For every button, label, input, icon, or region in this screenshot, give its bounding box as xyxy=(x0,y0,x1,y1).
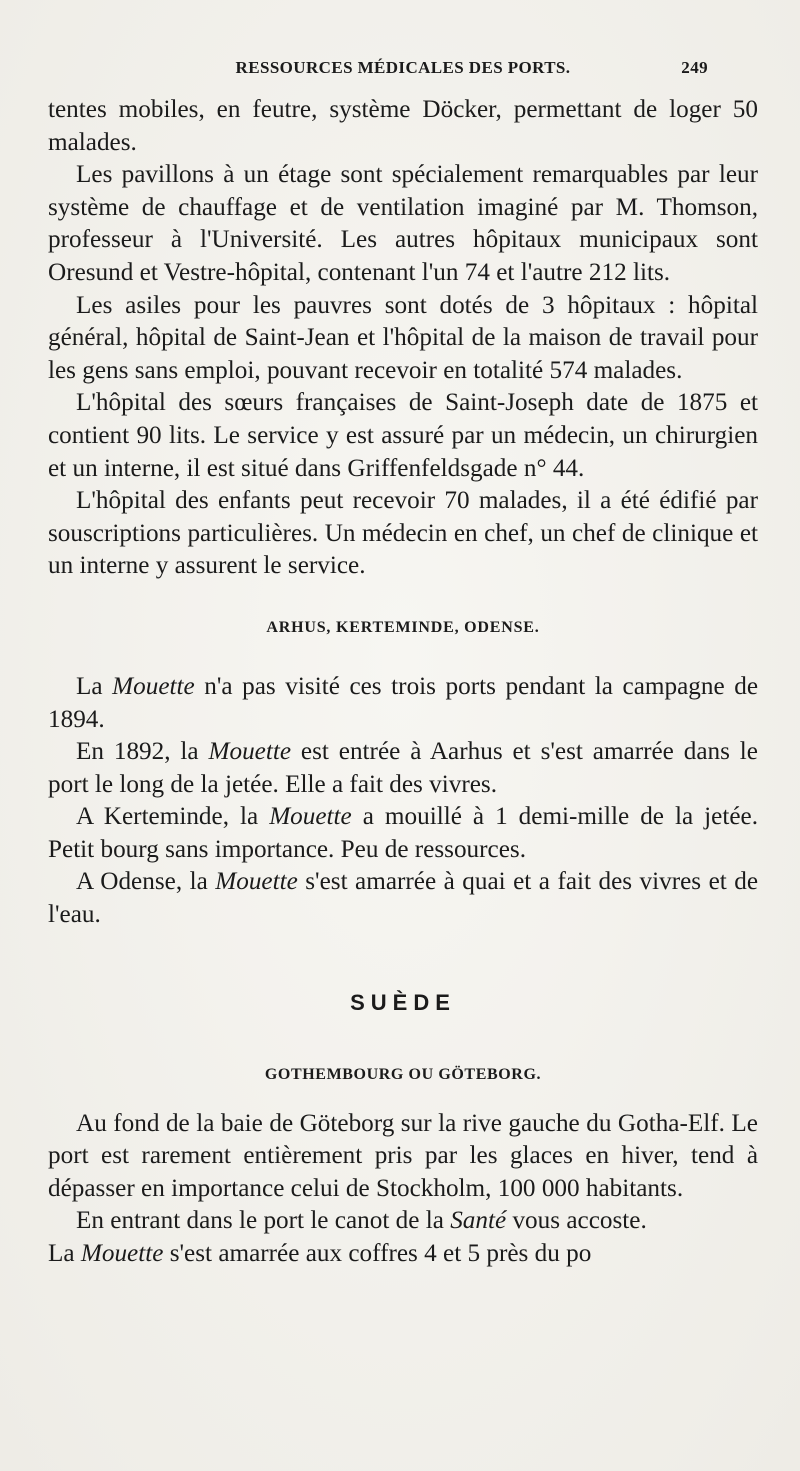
paragraph-tentes: tentes mobiles, en feutre, système Döcker, permettant de loger 50 malades. xyxy=(48,96,758,156)
paragraph-enfants: L'hôpital des enfants peut recevoir 70 malades, il a été édifié par souscriptions particulières. Un médecin en chef, un chef de clinique et un interne y assurent le service. xyxy=(48,487,758,580)
ship-name: Mouette xyxy=(112,672,195,700)
paragraph-goteborg: Au fond de la baie de Göteborg sur la rive gauche du Gotha-Elf. Le port est rarement entièrement pris par les glaces en hiver, tend à dépasser en importance celui de Stockholm, 100 000 habitants. xyxy=(48,1109,758,1202)
text-run: a mouillé à 1 demi-mille de la jetée. Petit bourg sans importance. Peu de ressources. xyxy=(48,803,759,863)
text-run: est entrée à Aarhus et s'est amarrée dans le port le long de la jetée. Elle a fait des vivres. xyxy=(48,738,758,798)
paragraph-kerteminde xyxy=(48,801,758,866)
ship-name: Mouette xyxy=(208,738,292,766)
running-title: RESSOURCES MÉDICALES DES PORTS. xyxy=(235,58,571,77)
paragraph-odense xyxy=(48,866,758,931)
text-run: vous accoste. xyxy=(506,1207,647,1235)
section-heading-gothembourg: GOTHEMBOURG OU GÖTEBORG. xyxy=(264,1065,542,1083)
paragraph-asiles: Les asiles pour les pauvres sont dotés de 3 hôpitaux : hôpital général, hôpital de Saint-Jean et l'hôpital de la maison de travail pour les gens sans emploi, pouvant recevoir en totalité 574 malades. xyxy=(48,291,758,384)
paragraph-aarhus xyxy=(48,736,758,801)
text-run: s'est amarrée à quai et a fait des vivres et de l'eau. xyxy=(48,868,758,929)
text-run: A Kerteminde, la xyxy=(76,803,270,831)
paragraph-campagne xyxy=(48,671,758,736)
paragraph-entrant xyxy=(48,1205,758,1238)
page-number: 249 xyxy=(681,58,708,77)
vessel-name: Santé xyxy=(450,1207,507,1235)
text-run: s'est amarrée aux coffres 4 et 5 près du po xyxy=(163,1240,592,1268)
section-heading-arhus: ARHUS, KERTEMINDE, ODENSE. xyxy=(266,618,540,636)
ship-name: Mouette xyxy=(80,1240,164,1268)
text-run: La xyxy=(48,1240,81,1268)
text-run: La xyxy=(76,672,113,700)
text-run: En entrant dans le port le canot de la xyxy=(76,1207,451,1235)
paragraph-coffres xyxy=(48,1238,758,1271)
ship-name: Mouette xyxy=(269,803,352,831)
ship-name: Mouette xyxy=(215,868,298,896)
text-run: n'a pas visité ces trois ports pendant la campagne de 1894. xyxy=(48,672,758,733)
text-run: A Odense, la xyxy=(76,868,216,896)
paragraph-soeurs: L'hôpital des sœurs françaises de Saint-Joseph date de 1875 et contient 90 lits. Le service y est assuré par un médecin, un chirurgien et un interne, il est situé dans Griffenfeldsgade n° 44. xyxy=(48,389,758,482)
running-head xyxy=(48,58,758,94)
section-title-suede: SUÈDE xyxy=(350,989,456,1015)
text-run: En 1892, la xyxy=(76,738,209,766)
paragraph-pavillons: Les pavillons à un étage sont spécialement remarquables par leur système de chauffage et de ventilation imaginé par M. Thomson, professeur à l'Université. Les autres hôpitaux municipaux sont Oresund et Vestre-hôpital, contenant l'un 74 et l'autre 212 lits. xyxy=(48,161,758,286)
